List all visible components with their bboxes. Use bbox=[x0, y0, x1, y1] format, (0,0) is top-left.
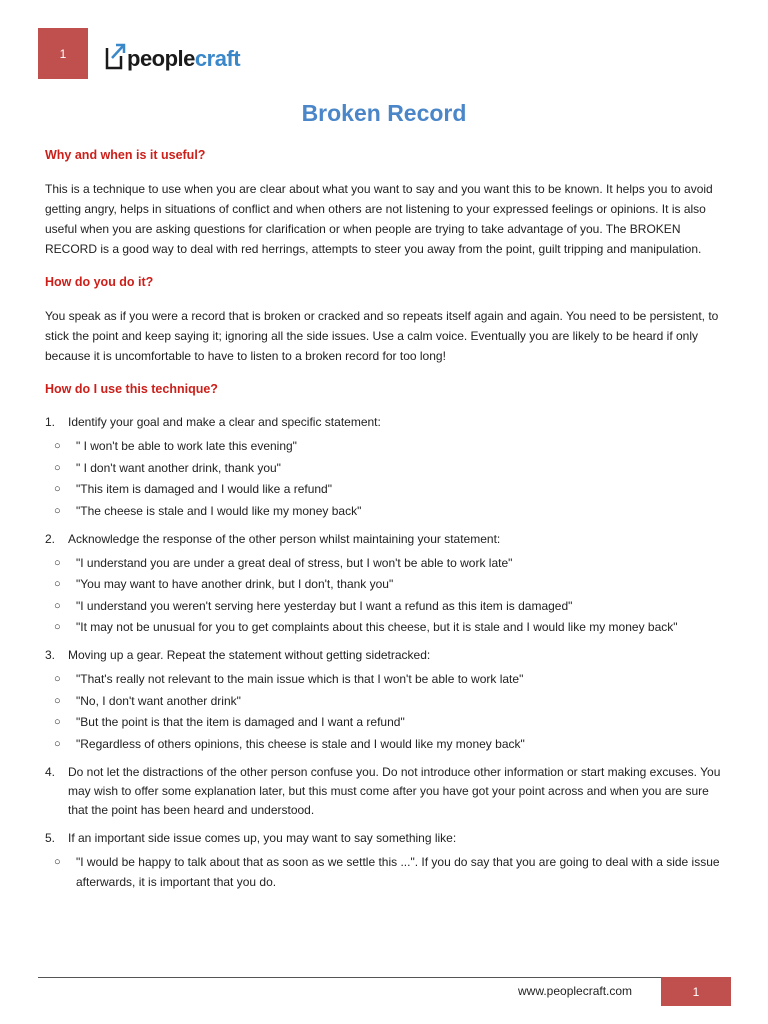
example-item bbox=[45, 501, 725, 521]
example-item bbox=[45, 458, 725, 478]
circle-bullet-icon: ○ bbox=[54, 855, 61, 868]
step-item bbox=[45, 829, 725, 892]
example-item bbox=[45, 574, 725, 594]
example-item bbox=[45, 479, 725, 499]
footer-website: www.peoplecraft.com bbox=[518, 984, 633, 998]
section-heading-how: How do you do it? bbox=[45, 275, 154, 289]
step-number: 2. bbox=[45, 531, 56, 546]
circle-bullet-icon: ○ bbox=[54, 483, 61, 495]
circle-bullet-icon: ○ bbox=[54, 737, 61, 750]
step-item bbox=[45, 530, 725, 638]
page-title: Broken Record bbox=[301, 100, 467, 126]
example-list bbox=[45, 553, 725, 638]
circle-bullet-icon: ○ bbox=[54, 694, 61, 707]
example-item bbox=[45, 617, 725, 637]
step-number: 3. bbox=[45, 648, 56, 662]
header-page-number: 1 bbox=[38, 28, 88, 79]
section-heading-why: Why and when is it useful? bbox=[45, 148, 206, 162]
step-text: If an important side issue comes up, you may want to say something like: bbox=[68, 830, 457, 845]
example-text: "It may not be unusual for you to get complaints about this cheese, but it is stale and I would like my money back" bbox=[76, 620, 678, 634]
circle-bullet-icon: ○ bbox=[54, 556, 61, 569]
circle-bullet-icon: ○ bbox=[54, 504, 61, 517]
example-list bbox=[45, 852, 725, 892]
example-item bbox=[45, 596, 725, 616]
example-item bbox=[45, 669, 725, 689]
step-item bbox=[45, 413, 725, 521]
example-text: " I won't be able to work late this evening" bbox=[76, 439, 297, 453]
example-text: "This item is damaged and I would like a refund" bbox=[76, 482, 332, 496]
logo-text-craft: craft bbox=[194, 46, 241, 71]
example-text: "That's really not relevant to the main issue which is that I won't be able to work late" bbox=[76, 672, 524, 686]
step-number: 4. bbox=[45, 764, 56, 779]
step-item bbox=[45, 646, 725, 754]
example-text: "Regardless of others opinions, this cheese is stale and I would like my money back" bbox=[76, 736, 525, 751]
footer-page-number: 1 bbox=[661, 977, 731, 1006]
peoplecraft-logo bbox=[104, 40, 240, 70]
logo-wordmark bbox=[127, 48, 240, 70]
circle-bullet-icon: ○ bbox=[54, 578, 61, 590]
circle-bullet-icon: ○ bbox=[54, 716, 61, 728]
example-text: "I understand you weren't serving here yesterday but I want a refund as this item is damaged" bbox=[76, 598, 573, 613]
example-item bbox=[45, 712, 725, 732]
example-text: "I would be happy to talk about that as soon as we settle this ...". If you do say that you are going to deal with a side issue afterwards, it is important that you do. bbox=[76, 854, 720, 889]
step-text: Moving up a gear. Repeat the statement without getting sidetracked: bbox=[68, 648, 431, 662]
example-text: " I don't want another drink, thank you" bbox=[76, 460, 281, 475]
circle-bullet-icon: ○ bbox=[54, 440, 61, 452]
logo-text-people: people bbox=[127, 46, 195, 71]
logo-arrow-icon bbox=[104, 42, 126, 70]
example-text: "I understand you are under a great deal of stress, but I won't be able to work late" bbox=[76, 555, 513, 570]
section-body-why: This is a technique to use when you are clear about what you want to say and you want this to be known. It helps you to avoid getting angry, helps in situations of conflict and when others are not listening to your expressed feelings or opinions. It is also useful when you are asking questions for clarification or when people are trying to take advantage of you. The BROKEN RECORD is a good way to deal with red herrings, attempts to steer you away from the point, guilt tripping and manipulation. bbox=[45, 182, 713, 256]
example-item bbox=[45, 691, 725, 711]
example-item bbox=[45, 852, 725, 892]
steps-list bbox=[45, 413, 725, 892]
example-text: "No, I don't want another drink" bbox=[76, 693, 241, 708]
document-body bbox=[45, 148, 725, 901]
example-text: "The cheese is stale and I would like my money back" bbox=[76, 503, 362, 518]
footer-divider bbox=[38, 977, 731, 978]
step-number: 5. bbox=[45, 830, 56, 845]
circle-bullet-icon: ○ bbox=[54, 461, 61, 474]
example-list bbox=[45, 669, 725, 754]
example-item bbox=[45, 734, 725, 754]
step-text: Do not let the distractions of the other person confuse you. Do not introduce other information or start making excuses. You may wish to offer some explanation later, but this must come after you have got your point across and when you are sure that the point has been heard and understood. bbox=[68, 764, 721, 817]
circle-bullet-icon: ○ bbox=[54, 599, 61, 612]
circle-bullet-icon: ○ bbox=[54, 621, 61, 633]
example-item bbox=[45, 436, 725, 456]
step-item bbox=[45, 763, 725, 820]
example-text: "But the point is that the item is damaged and I want a refund" bbox=[76, 715, 405, 729]
step-text: Identify your goal and make a clear and specific statement: bbox=[68, 415, 381, 429]
step-number: 1. bbox=[45, 415, 56, 429]
example-list bbox=[45, 436, 725, 521]
section-body-how: You speak as if you were a record that is broken or cracked and so repeats itself again and again. You need to be persistent, to stick the point and keep saying it; ignoring all the side issues. Use a calm voice. Eventually you are likely to be heard if only because it is uncomfortable to have to listen to a broken record for too long! bbox=[45, 309, 719, 363]
section-heading-use: How do I use this technique? bbox=[45, 382, 218, 396]
example-item bbox=[45, 553, 725, 573]
circle-bullet-icon: ○ bbox=[54, 673, 61, 685]
step-text: Acknowledge the response of the other person whilst maintaining your statement: bbox=[68, 531, 501, 546]
example-text: "You may want to have another drink, but I don't, thank you" bbox=[76, 577, 394, 591]
